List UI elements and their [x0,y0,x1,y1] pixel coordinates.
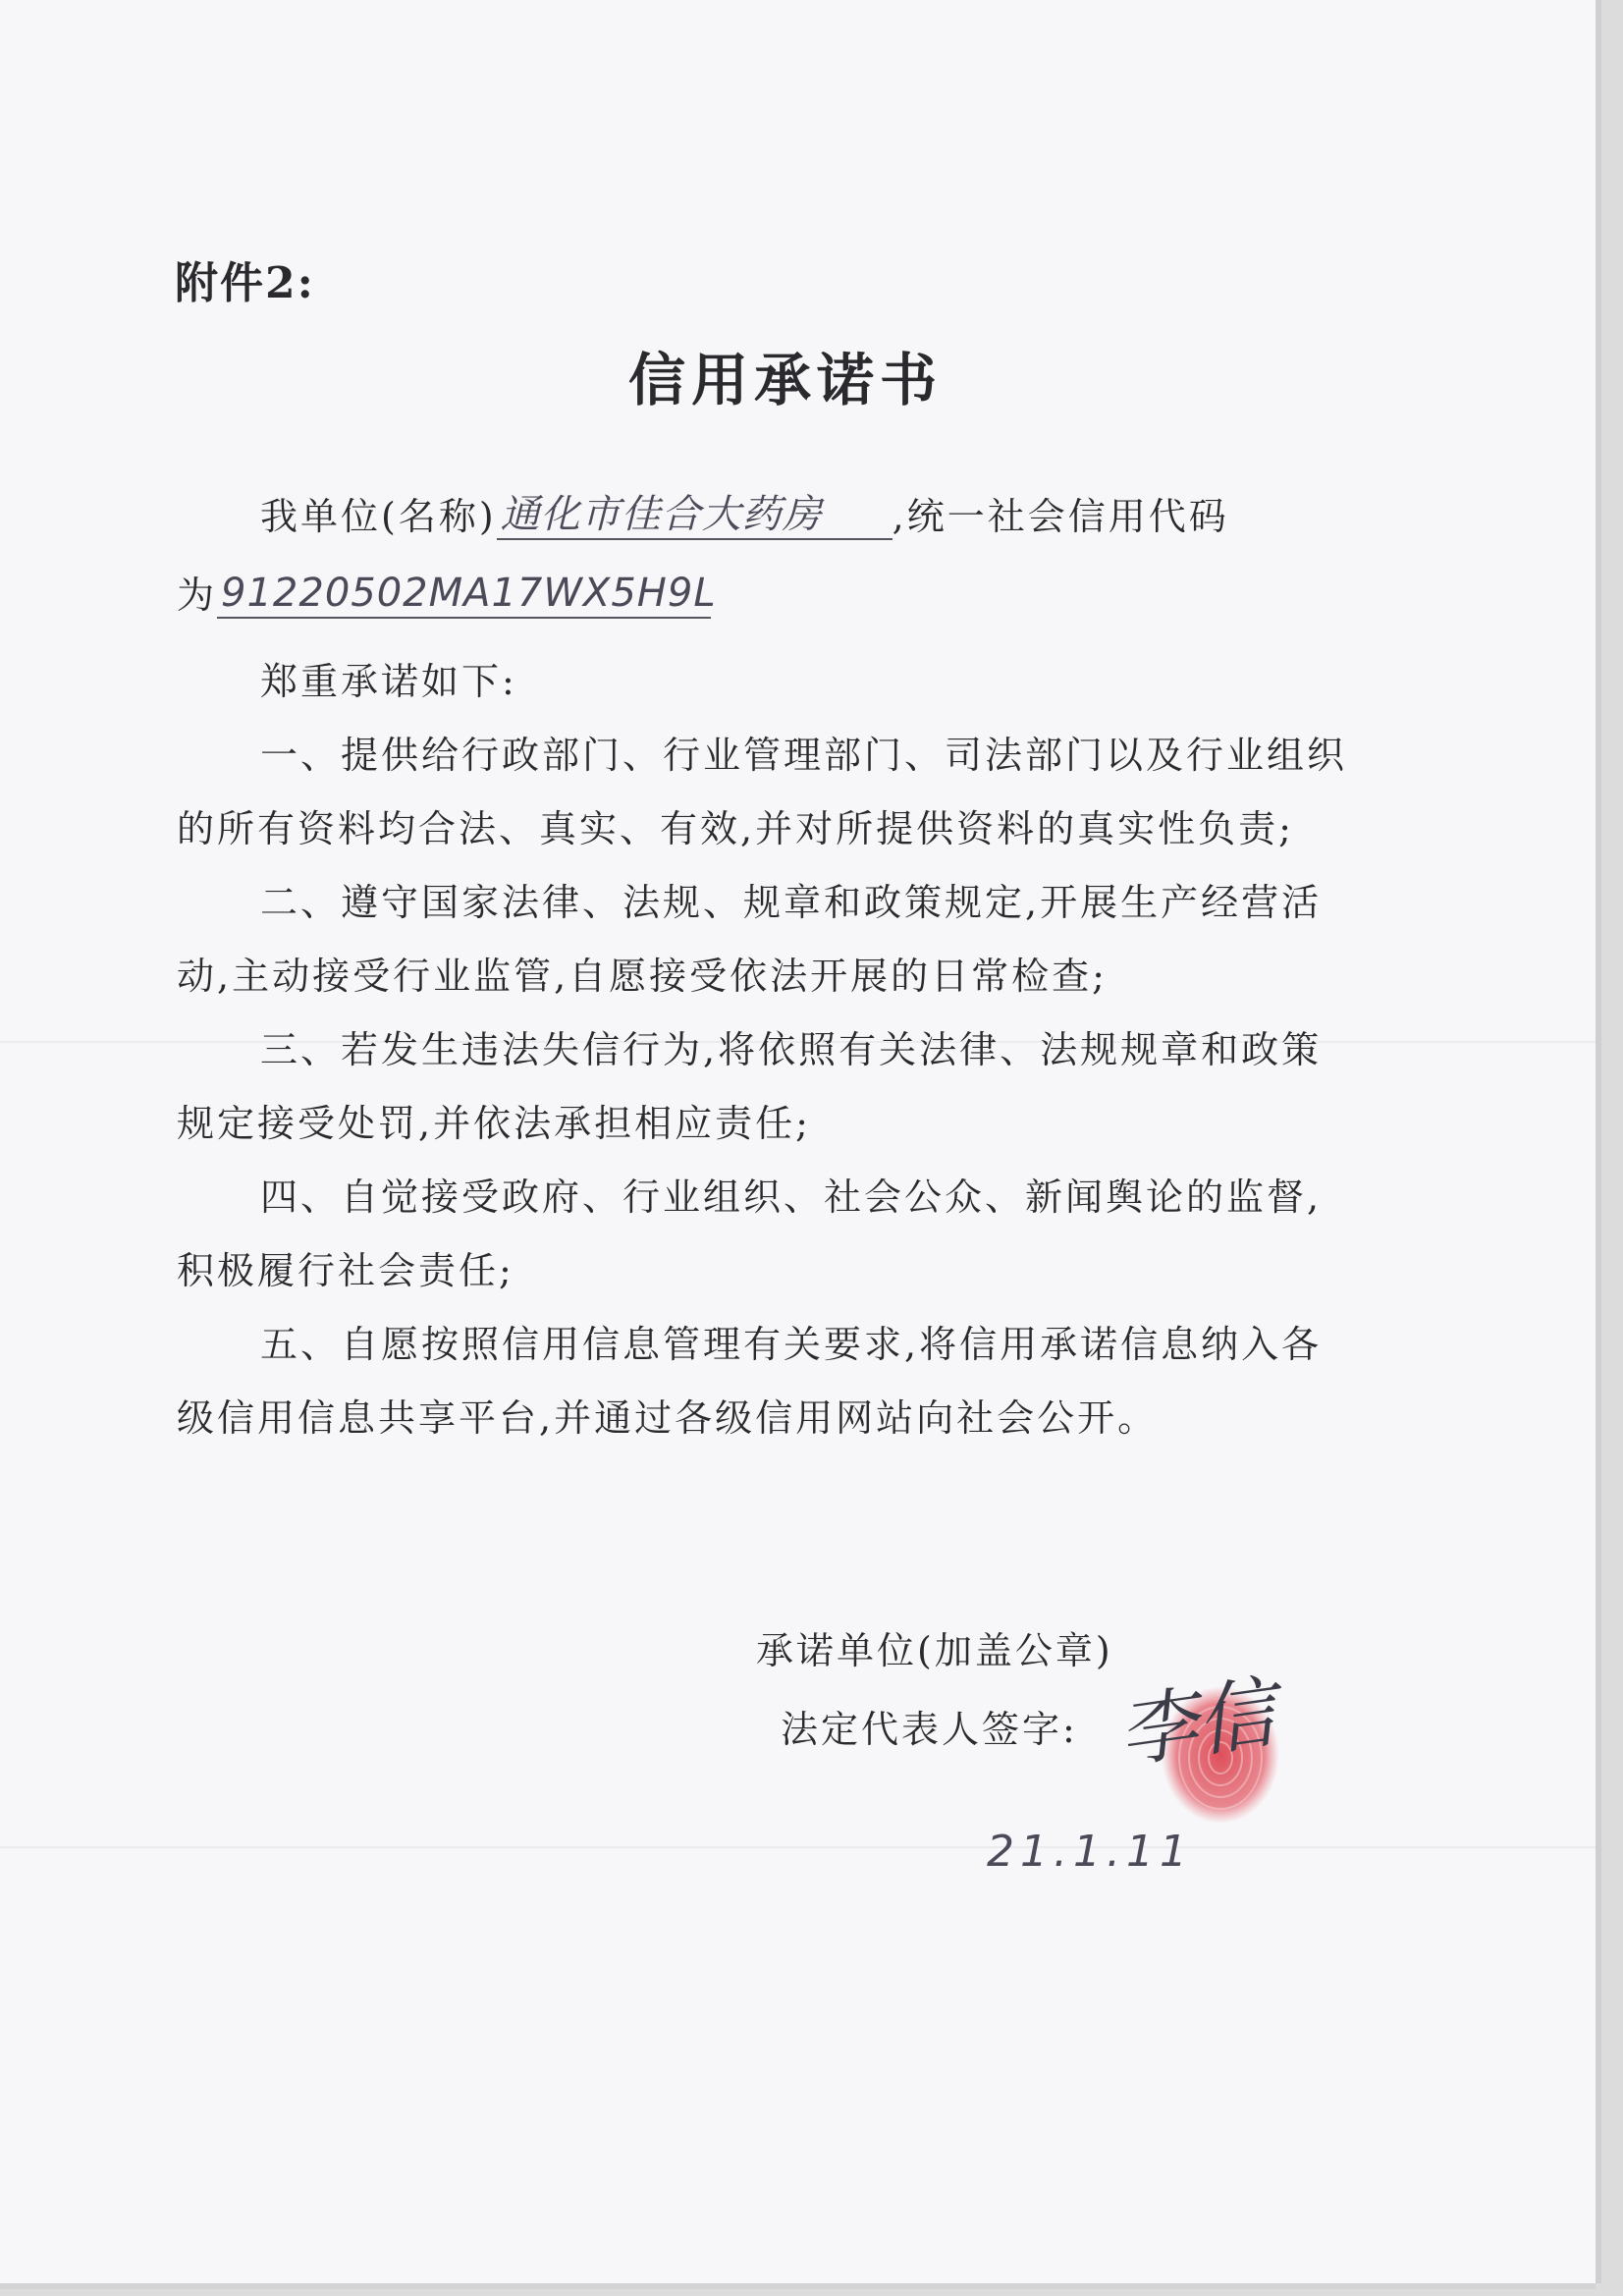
pledge-item-2-line-2: 动,主动接受行业监管,自愿接受依法开展的日常检查; [177,955,1108,998]
pledge-item-5-line-1: 五、自愿按照信用信息管理有关要求,将信用承诺信息纳入各 [260,1323,1323,1366]
pledge-item-4-line-1: 四、自觉接受政府、行业组织、社会公众、新闻舆论的监督, [260,1175,1323,1219]
intro-prefix: 我单位(名称) [260,495,497,538]
intro-after-name: ,统一社会信用代码 [892,495,1229,538]
scan-line [0,1846,1596,1848]
legal-rep-label: 法定代表人签字: [781,1708,1078,1751]
pledge-item-1-line-1: 一、提供给行政部门、行业管理部门、司法部门以及行业组织 [260,734,1348,777]
pledge-heading: 郑重承诺如下: [260,660,517,703]
pledge-item-5-line-2: 级信用信息共享平台,并通过各级信用网站向社会公开。 [177,1396,1159,1440]
legal-rep-signature: 李信 [1112,1667,1281,1779]
pledge-item-3-line-2: 规定接受处罚,并依法承担相应责任; [177,1102,811,1145]
document-title: 信用承诺书 [627,347,943,413]
pledge-item-4-line-2: 积极履行社会责任; [177,1249,514,1292]
pledge-item-1-line-2: 的所有资料均合法、真实、有效,并对所提供资料的真实性负责; [177,807,1294,850]
credit-code-handwritten: 91220502MA17WX5H9L [217,570,711,619]
code-prefix: 为 [177,574,218,617]
pledge-item-2-line-1: 二、遵守国家法律、法规、规章和政策规定,开展生产经营活 [260,881,1323,924]
attachment-label: 附件2: [175,258,315,308]
intro-line-1 [260,486,1229,540]
company-name-handwritten: 通化市佳合大药房 [497,491,893,540]
pledge-item-3-line-1: 三、若发生违法失信行为,将依照有关法律、法规规章和政策 [260,1028,1323,1071]
signature-date: 21.1.11 [987,1827,1193,1877]
committing-unit-label: 承诺单位(加盖公章) [756,1629,1113,1672]
intro-line-2 [177,565,717,619]
